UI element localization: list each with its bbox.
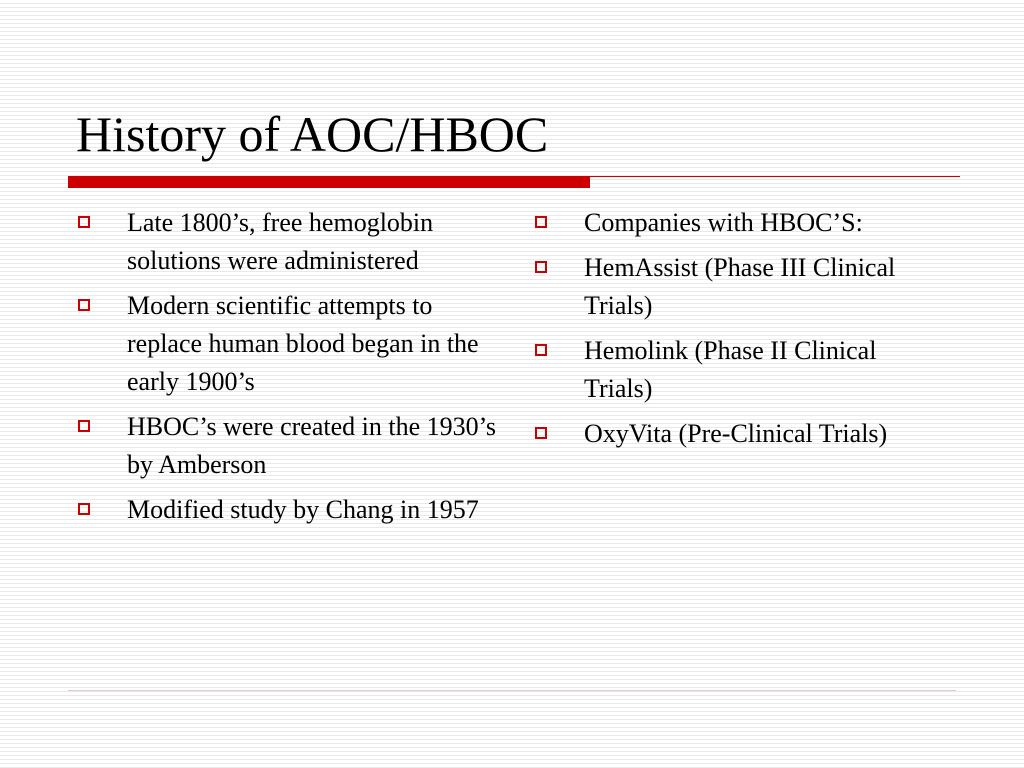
left-bullet-list bbox=[76, 204, 496, 536]
hollow-square-bullet-icon bbox=[535, 427, 547, 439]
list-item bbox=[533, 415, 933, 453]
list-item bbox=[533, 204, 933, 242]
title-underline-thick bbox=[68, 176, 590, 188]
list-item-text: HBOC’s were created in the 1930’s by Amberson bbox=[127, 412, 496, 479]
list-item-text: Companies with HBOC’S: bbox=[584, 208, 863, 237]
slide-title: History of AOC/HBOC bbox=[76, 106, 549, 162]
list-item-text: Modified study by Chang in 1957 bbox=[127, 495, 479, 524]
list-item bbox=[76, 287, 496, 401]
footer-divider bbox=[68, 690, 956, 691]
right-bullet-list bbox=[533, 204, 933, 460]
list-item-text: Hemolink (Phase II Clinical Trials) bbox=[584, 336, 877, 403]
list-item bbox=[533, 249, 933, 325]
hollow-square-bullet-icon bbox=[78, 503, 90, 515]
hollow-square-bullet-icon bbox=[78, 216, 90, 228]
list-item-text: Late 1800’s, free hemoglobin solutions were administered bbox=[127, 208, 434, 275]
hollow-square-bullet-icon bbox=[78, 299, 90, 311]
title-underline bbox=[68, 176, 960, 188]
hollow-square-bullet-icon bbox=[535, 216, 547, 228]
list-item bbox=[533, 332, 933, 408]
hollow-square-bullet-icon bbox=[535, 344, 547, 356]
hollow-square-bullet-icon bbox=[535, 261, 547, 273]
list-item bbox=[76, 204, 496, 280]
hollow-square-bullet-icon bbox=[78, 420, 90, 432]
list-item bbox=[76, 408, 496, 484]
title-underline-thin bbox=[590, 176, 960, 177]
list-item-text: HemAssist (Phase III Clinical Trials) bbox=[584, 253, 896, 320]
list-item-text: OxyVita (Pre-Clinical Trials) bbox=[584, 419, 888, 448]
list-item-text: Modern scientific attempts to replace human blood began in the early 1900’s bbox=[127, 291, 479, 396]
list-item bbox=[76, 491, 496, 529]
